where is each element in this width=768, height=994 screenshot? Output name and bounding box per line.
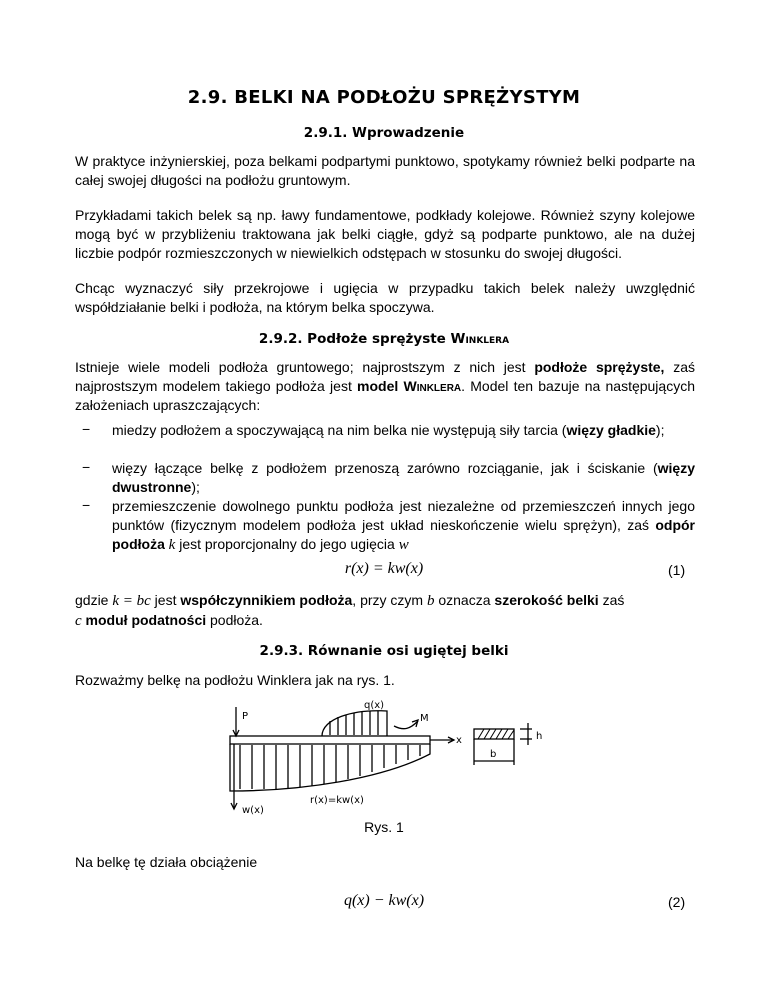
label-M: M — [420, 713, 429, 724]
bold-run: odpór podłoża — [112, 517, 695, 552]
paragraph-load: Na belkę tę działa obciążenie — [75, 854, 258, 870]
smallcaps-run: inklera — [416, 378, 462, 394]
equation-2: q(x) − kw(x) — [343, 892, 425, 909]
bold-run — [357, 378, 461, 394]
list-bullet: − — [82, 421, 91, 437]
paragraph-intro-3: Chcąc wyznaczyć siły przekrojowe i ugięcia w przypadku takich belek należy uwzględnić współdziałanie belki i podłoża, na którym belka spoczywa. — [75, 280, 695, 315]
moment-arrow — [394, 721, 418, 729]
cross-section — [474, 729, 514, 739]
label-q: q(x) — [364, 700, 385, 711]
text-run: jest — [150, 592, 181, 608]
figure-caption: Rys. 1 — [364, 819, 404, 835]
label-h: h — [536, 731, 543, 742]
cross-section-hatch — [478, 729, 514, 739]
label-w: w(x) — [242, 805, 264, 815]
figure-beam-winkler — [222, 699, 562, 815]
equation-1: r(x) = kw(x) — [344, 560, 424, 577]
beam — [230, 736, 430, 744]
paragraph-consider: Rozważmy belkę na podłożu Winklera jak na rys. 1. — [75, 672, 395, 688]
text-run: jest proporcjonalny do jego ugięcia — [175, 536, 399, 552]
reaction-envelope — [230, 744, 430, 791]
math-var: w — [398, 537, 409, 553]
text-run: ); — [191, 479, 200, 495]
bold-run: moduł podatności — [81, 612, 207, 628]
paragraph-where — [75, 591, 695, 631]
bold-run: więzy gładkie — [566, 422, 656, 438]
bold-run: podłoże sprężyste, — [534, 359, 665, 375]
equation-2-number: (2) — [668, 894, 686, 910]
paragraph-intro-1: W praktyce inżynierskiej, poza belkami podpartymi punktowo, spotykamy również belki podparte na całej swojej długości na podłożu gruntowym. — [75, 153, 695, 188]
text-run: model W — [357, 378, 417, 394]
reaction-arrows — [240, 745, 420, 789]
paragraph-intro-2: Przykładami takich belek są np. ławy fundamentowe, podkłady kolejowe. Również szyny kolejowe mogą być w przybliżeniu traktowana jak belki ciągłe, gdyż są podparte punktowo, ale na dużej liczbie podpór rozmieszczonych w niewielkich odstępach w stosunku do swojej długości. — [75, 207, 695, 261]
list-bullet: − — [82, 497, 91, 513]
text-run: podłoża. — [206, 612, 263, 628]
assumption-1 — [112, 421, 695, 440]
bold-run: szerokość belki — [494, 592, 599, 608]
text-run: przemieszczenie dowolnego punktu podłoża jest niezależne od przemieszczeń innych jego punktów (fizycznym modelem podłoża jest układ nieskończenie wielu sprężyn), zaś — [112, 498, 695, 533]
text-run: zaś — [598, 592, 625, 608]
text-run: ); — [655, 422, 665, 438]
section-heading-introduction: 2.9.1. Wprowadzenie — [303, 125, 465, 141]
assumption-2 — [112, 459, 695, 497]
heading-text: 2.9.2. Podłoże sprężyste W — [258, 331, 466, 347]
text-run: zaś najprostszym modelem takiego podłoża jest — [75, 359, 695, 394]
text-run: miedzy podłożem a spoczywającą na nim belka nie występują siły tarcia ( — [112, 422, 567, 438]
equation-1-number: (1) — [668, 562, 686, 578]
math-var: b — [426, 593, 435, 609]
paragraph-winkler — [75, 358, 695, 415]
text-run: , przy czym — [352, 592, 427, 608]
list-bullet: − — [82, 459, 91, 475]
heading-smallcaps: inklera — [465, 331, 510, 347]
section-heading-winkler — [0, 331, 768, 347]
text-run: . Model ten bazuje na następujących założeniach upraszczających: — [75, 378, 695, 413]
section-heading-deflection: 2.9.3. Równanie osi ugiętej belki — [259, 643, 509, 659]
math-var: c — [75, 613, 82, 629]
text-run: Istnieje wiele modeli podłoża gruntowego; najprostszym z nich jest — [75, 359, 535, 375]
label-x: x — [456, 735, 462, 746]
math-var: k — [164, 537, 176, 553]
text-run: gdzie — [75, 592, 113, 608]
label-b: b — [490, 749, 497, 760]
label-P: P — [242, 711, 249, 722]
assumption-3 — [112, 497, 695, 555]
text-run: więzy łączące belkę z podłożem przenoszą zarówno rozciąganie, jak i ściskanie ( — [112, 460, 658, 476]
bold-run: więzy dwustronne — [112, 460, 695, 495]
distributed-load-arrows — [330, 711, 378, 735]
bold-run: współczynnikiem podłoża — [180, 592, 353, 608]
math-var: k = bc — [112, 593, 151, 609]
label-reaction: r(x)=kw(x) — [310, 795, 364, 806]
page-title: 2.9. BELKI NA PODŁOŻU SPRĘŻYSTYM — [187, 87, 581, 108]
text-run: oznacza — [434, 592, 495, 608]
